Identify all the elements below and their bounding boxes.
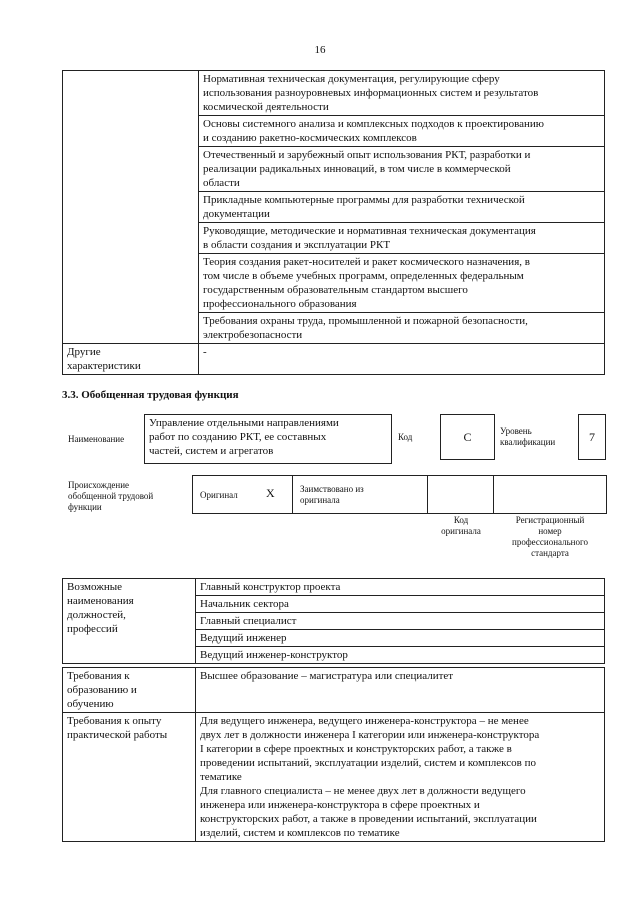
positions-table: [62, 578, 605, 664]
knowledge-line: том числе в объеме учебных программ, определенных федеральным: [203, 270, 524, 282]
knowledge-row: [63, 71, 605, 116]
education-label-cell: [63, 668, 196, 713]
education-value-cell: Высшее образование – магистратура или специалитет: [196, 668, 605, 713]
knowledge-line: космической деятельности: [203, 101, 329, 113]
function-name-line: Управление отдельными направлениями: [149, 417, 339, 429]
origin-divider: [427, 475, 428, 514]
borrowed-label: [300, 484, 364, 506]
experience-line: проведении испытаний, эксплуатации изделий, систем и комплексов по: [200, 757, 536, 769]
requirements-table: [62, 667, 605, 842]
position-item: Главный специалист: [196, 613, 604, 630]
original-label: Оригинал: [200, 490, 238, 500]
knowledge-label-cell: [63, 71, 199, 344]
experience-line: конструкторских работ, а также в проведении испытаний, эксплуатации: [200, 813, 537, 825]
experience-line: I категории в сфере проектных и конструкторских работ, а также в: [200, 743, 512, 755]
position-item: Начальник сектора: [196, 596, 604, 613]
origin-divider: [606, 475, 607, 514]
level-label-line: квалификации: [500, 437, 556, 447]
knowledge-line: Требования охраны труда, промышленной и пожарной безопасности,: [203, 315, 528, 327]
knowledge-item: [199, 147, 605, 192]
level-label-line: Уровень: [500, 426, 532, 436]
code-caption-line: Код: [453, 515, 469, 525]
knowledge-line: реализации радикальных инноваций, в том числе в коммерческой: [203, 163, 511, 175]
knowledge-item: [199, 192, 605, 223]
positions-values-cell: [196, 579, 605, 664]
other-characteristics-label-line: характеристики: [67, 360, 141, 372]
other-characteristics-value: -: [199, 344, 605, 375]
experience-line: двух лет в должности инженера I категории или инженера-конструктора: [200, 729, 540, 741]
function-name-line: работ по созданию РКТ, ее составных: [149, 431, 327, 443]
position-item: Ведущий инженер-конструктор: [200, 649, 348, 661]
other-characteristics-row: [63, 344, 605, 375]
knowledge-line: Отечественный и зарубежный опыт использования РКТ, разработки и: [203, 149, 531, 161]
positions-label-line: Возможные: [67, 581, 122, 593]
knowledge-item: [199, 254, 605, 313]
knowledge-line: Нормативная техническая документация, регулирующие сферу: [203, 73, 500, 85]
code-caption: [428, 515, 494, 537]
registration-caption-line: номер: [538, 526, 562, 536]
origin-label-line: функции: [68, 502, 102, 512]
experience-line: тематике: [200, 771, 242, 783]
other-characteristics-label-line: Другие: [67, 346, 101, 358]
knowledge-item: [199, 313, 605, 344]
origin-label-line: обобщенной трудовой: [68, 491, 154, 501]
knowledge-line: электробезопасности: [203, 329, 303, 341]
experience-line: инженера или инженера-конструктора в сфере проектных и: [200, 799, 480, 811]
knowledge-line: государственным образовательным стандартом высшего: [203, 284, 468, 296]
positions-label-line: наименования: [67, 595, 134, 607]
experience-line: Для ведущего инженера, ведущего инженера-конструктора – не менее: [200, 715, 529, 727]
knowledge-line: профессионального образования: [203, 298, 357, 310]
origin-divider: [292, 475, 293, 514]
knowledge-line: документации: [203, 208, 270, 220]
function-name-box: [144, 414, 392, 464]
registration-caption-line: стандарта: [531, 548, 569, 558]
knowledge-line: Теория создания ракет-носителей и ракет космического назначения, в: [203, 256, 530, 268]
borrowed-label-line: оригинала: [300, 495, 340, 505]
section-heading: 3.3. Обобщенная трудовая функция: [62, 389, 239, 401]
knowledge-item: [199, 223, 605, 254]
origin-divider: [493, 475, 494, 514]
page-number: 16: [314, 44, 326, 56]
experience-label-cell: [63, 713, 196, 842]
knowledge-line: и созданию ракетно-космических комплексов: [203, 132, 417, 144]
positions-label-cell: [63, 579, 196, 664]
other-characteristics-label: [63, 344, 199, 375]
knowledge-line: в области создания и эксплуатации РКТ: [203, 239, 391, 251]
origin-grid: [192, 475, 607, 514]
position-item: Главный конструктор проекта: [196, 579, 604, 596]
education-label-line: Требования к: [67, 670, 130, 682]
code-label: Код: [398, 432, 413, 442]
origin-label: [68, 480, 153, 513]
experience-line: изделий, систем и комплексов по тематике: [200, 827, 400, 839]
experience-value-cell: [196, 713, 605, 842]
knowledge-table: [62, 70, 605, 375]
original-mark: X: [266, 486, 275, 500]
level-value-box: 7: [578, 414, 606, 460]
experience-label-line: практической работы: [67, 729, 168, 741]
registration-caption-line: Регистрационный: [515, 515, 585, 525]
knowledge-line: использования разноуровневых информационных систем и результатов: [203, 87, 539, 99]
knowledge-line: Руководящие, методические и нормативная техническая документация: [203, 225, 536, 237]
registration-caption-line: профессионального: [512, 537, 588, 547]
name-label: Наименование: [68, 434, 125, 444]
code-caption-line: оригинала: [441, 526, 481, 536]
level-label: [500, 426, 555, 448]
positions-label-line: профессий: [67, 623, 118, 635]
education-label-line: обучению: [67, 698, 114, 710]
origin-label-line: Происхождение: [68, 480, 130, 490]
knowledge-item: [199, 116, 605, 147]
experience-label-line: Требования к опыту: [67, 715, 162, 727]
origin-bottom-line: [192, 513, 607, 514]
knowledge-line: Основы системного анализа и комплексных подходов к проектированию: [203, 118, 545, 130]
code-value-box: C: [440, 414, 495, 460]
education-label-line: образованию и: [67, 684, 137, 696]
position-item: Ведущий инженер: [196, 630, 604, 647]
knowledge-line: Прикладные компьютерные программы для разработки технической: [203, 194, 525, 206]
knowledge-line: области: [203, 177, 240, 189]
knowledge-item: [199, 71, 605, 116]
registration-caption: [494, 515, 606, 559]
borrowed-label-line: Заимствовано из: [300, 484, 364, 494]
experience-line: Для главного специалиста – не менее двух лет в должности ведущего: [200, 785, 526, 797]
function-name-line: частей, систем и агрегатов: [149, 445, 274, 457]
positions-label-line: должностей,: [67, 609, 126, 621]
